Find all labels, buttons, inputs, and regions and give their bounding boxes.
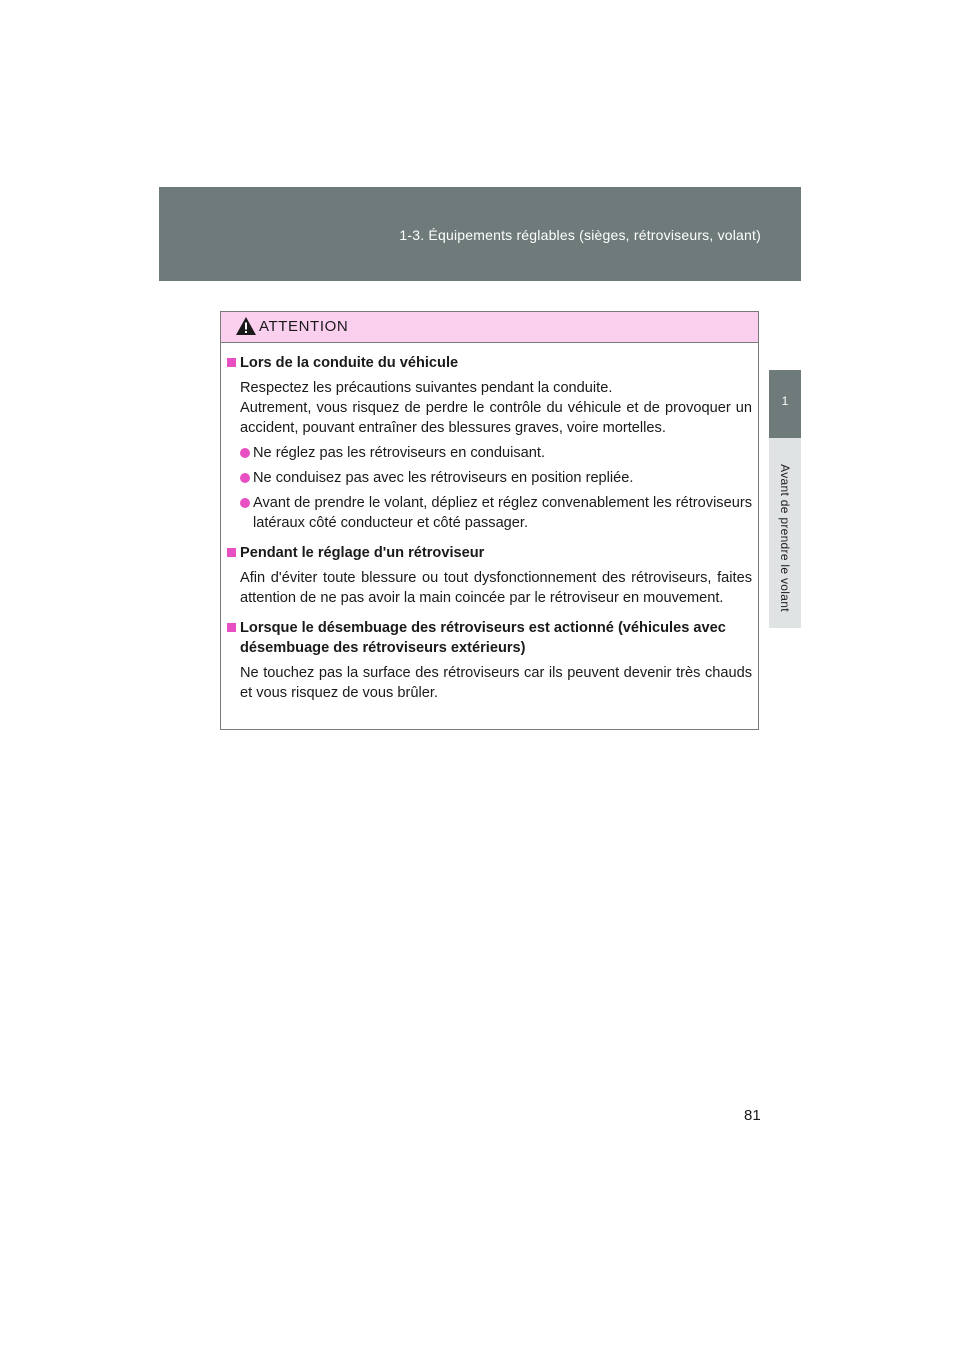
paragraph: Ne touchez pas la surface des rétroviseurs car ils peuvent devenir très chauds et vous risquez de vous brûler. — [240, 665, 752, 701]
header-band — [159, 187, 801, 281]
paragraph: Respectez les précautions suivantes pendant la conduite. Autrement, vous risquez de perdre le contrôle du véhicule et de provoquer un accident, pouvant entraîner des blessures graves, voire mortelles. — [240, 380, 752, 436]
round-bullet-icon — [240, 498, 250, 508]
chapter-label-tab — [769, 438, 801, 628]
section-heading: Lors de la conduite du véhicule — [227, 353, 752, 373]
section-heading: Lorsque le désembuage des rétroviseurs est actionné (véhicules avec désembuage des rétroviseurs extérieurs) — [227, 618, 752, 658]
list-item: Avant de prendre le volant, dépliez et réglez convenablement les rétroviseurs latéraux côté conducteur et côté passager. — [227, 493, 752, 533]
section-heading: Pendant le réglage d'un rétroviseur — [227, 543, 752, 563]
chapter-label: Avant de prendre le volant — [778, 464, 792, 612]
caution-title: ATTENTION — [259, 318, 349, 335]
chapter-number: 1 — [781, 394, 789, 408]
warning-triangle-icon — [235, 316, 257, 336]
list-item: Ne conduisez pas avec les rétroviseurs en position repliée. — [227, 468, 752, 488]
paragraph: Afin d'éviter toute blessure ou tout dysfonctionnement des rétroviseurs, faites attention de ne pas avoir la main coincée par le rétroviseur en mouvement. — [240, 570, 752, 606]
square-bullet-icon — [227, 358, 236, 367]
square-bullet-icon — [227, 623, 236, 632]
round-bullet-icon — [240, 448, 250, 458]
page-number: 81 — [744, 1107, 761, 1124]
square-bullet-icon — [227, 548, 236, 557]
caution-header — [221, 312, 758, 343]
section-title: 1-3. Équipements réglables (sièges, rétroviseurs, volant) — [399, 227, 761, 243]
caution-content — [221, 343, 758, 703]
list-item: Ne réglez pas les rétroviseurs en conduisant. — [227, 443, 752, 463]
round-bullet-icon — [240, 473, 250, 483]
chapter-tab — [769, 370, 801, 438]
caution-box — [220, 311, 759, 730]
